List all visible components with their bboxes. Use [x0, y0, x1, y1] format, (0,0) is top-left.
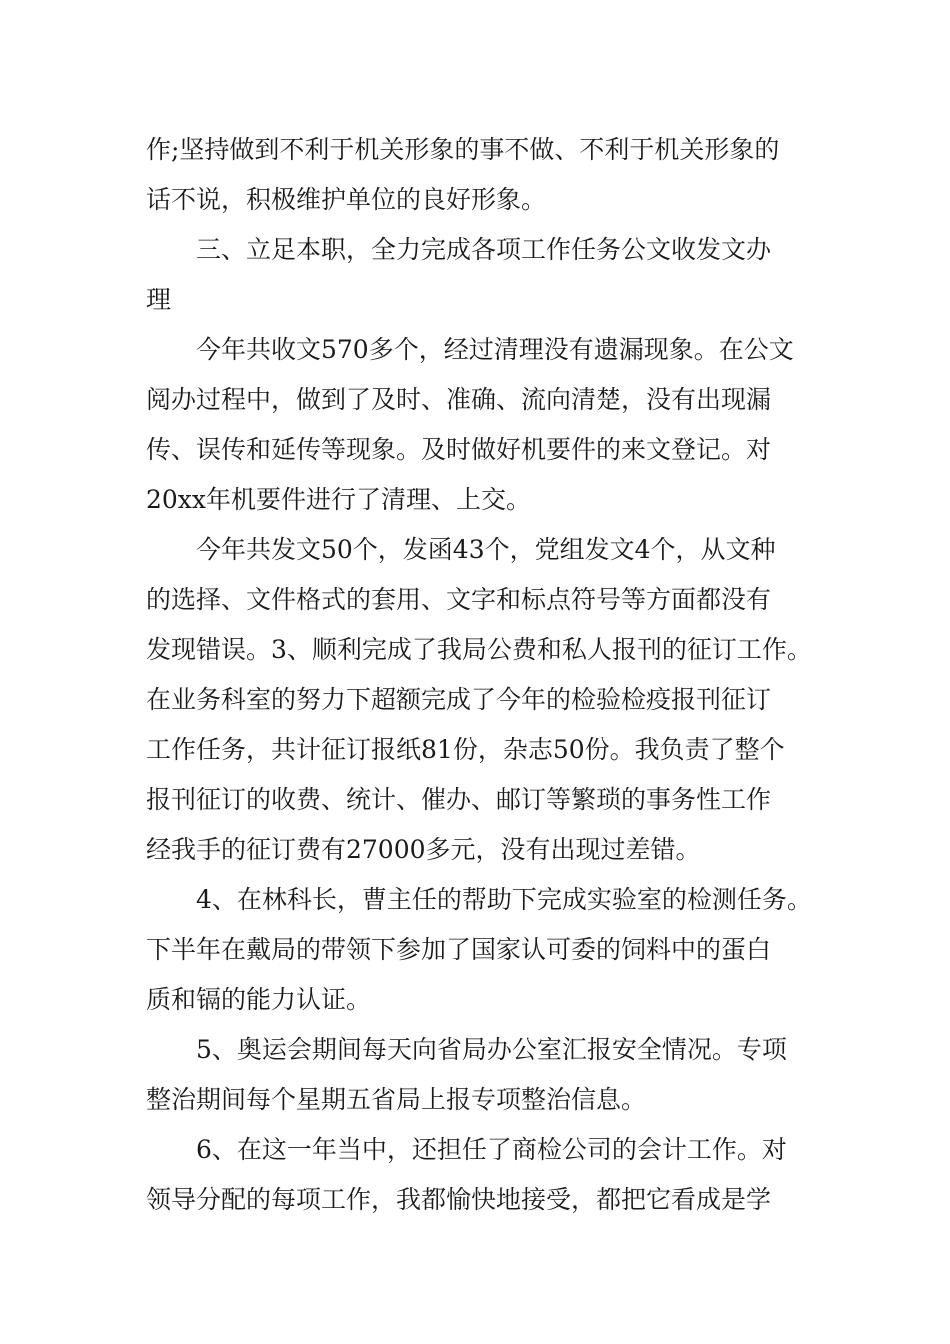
text-line: 领导分配的每项工作，我都愉快地接受，都把它看成是学 [146, 1185, 772, 1214]
text-line: 经我手的征订费有27000多元，没有出现过差错。 [146, 835, 701, 864]
paragraph-heading: 三、立足本职，全力完成各项工作任务公文收发文办 [196, 235, 772, 264]
text-line: 传、误传和延传等现象。及时做好机要件的来文登记。对 [146, 435, 772, 464]
text-line: 下半年在戴局的带领下参加了国家认可委的饲料中的蛋白 [146, 935, 772, 964]
paragraph-start: 今年共收文570多个，经过清理没有遗漏现象。在公文 [196, 335, 794, 364]
text-line: 报刊征订的收费、统计、催办、邮订等繁琐的事务性工作 [146, 785, 772, 814]
text-line: 工作任务，共计征订报纸81份，杂志50份。我负责了整个 [146, 735, 785, 764]
text-line: 整治期间每个星期五省局上报专项整治信息。 [146, 1085, 647, 1114]
text-line: 质和镉的能力认证。 [146, 985, 372, 1014]
paragraph-start: 今年共发文50个，发函43个，党组发文4个，从文种 [196, 535, 776, 564]
text-line: 发现错误。3、顺利完成了我局公费和私人报刊的征订工作。 [146, 635, 812, 664]
text-line: 理 [146, 285, 172, 314]
text-line: 的选择、文件格式的套用、文字和标点符号等方面都没有 [146, 585, 772, 614]
paragraph-start: 4、在林科长，曹主任的帮助下完成实验室的检测任务。 [196, 885, 812, 914]
paragraph-start: 6、在这一年当中，还担任了商检公司的会计工作。对 [196, 1135, 787, 1164]
text-line: 在业务科室的努力下超额完成了今年的检验检疫报刊征订 [146, 685, 772, 714]
text-line: 话不说，积极维护单位的良好形象。 [146, 185, 547, 214]
text-line: 20xx年机要件进行了清理、上交。 [146, 485, 532, 514]
text-line: 作;坚持做到不利于机关形象的事不做、不利于机关形象的 [146, 135, 780, 164]
text-line: 阅办过程中，做到了及时、准确、流向清楚，没有出现漏 [146, 385, 772, 414]
paragraph-start: 5、奥运会期间每天向省局办公室汇报安全情况。专项 [196, 1035, 787, 1064]
